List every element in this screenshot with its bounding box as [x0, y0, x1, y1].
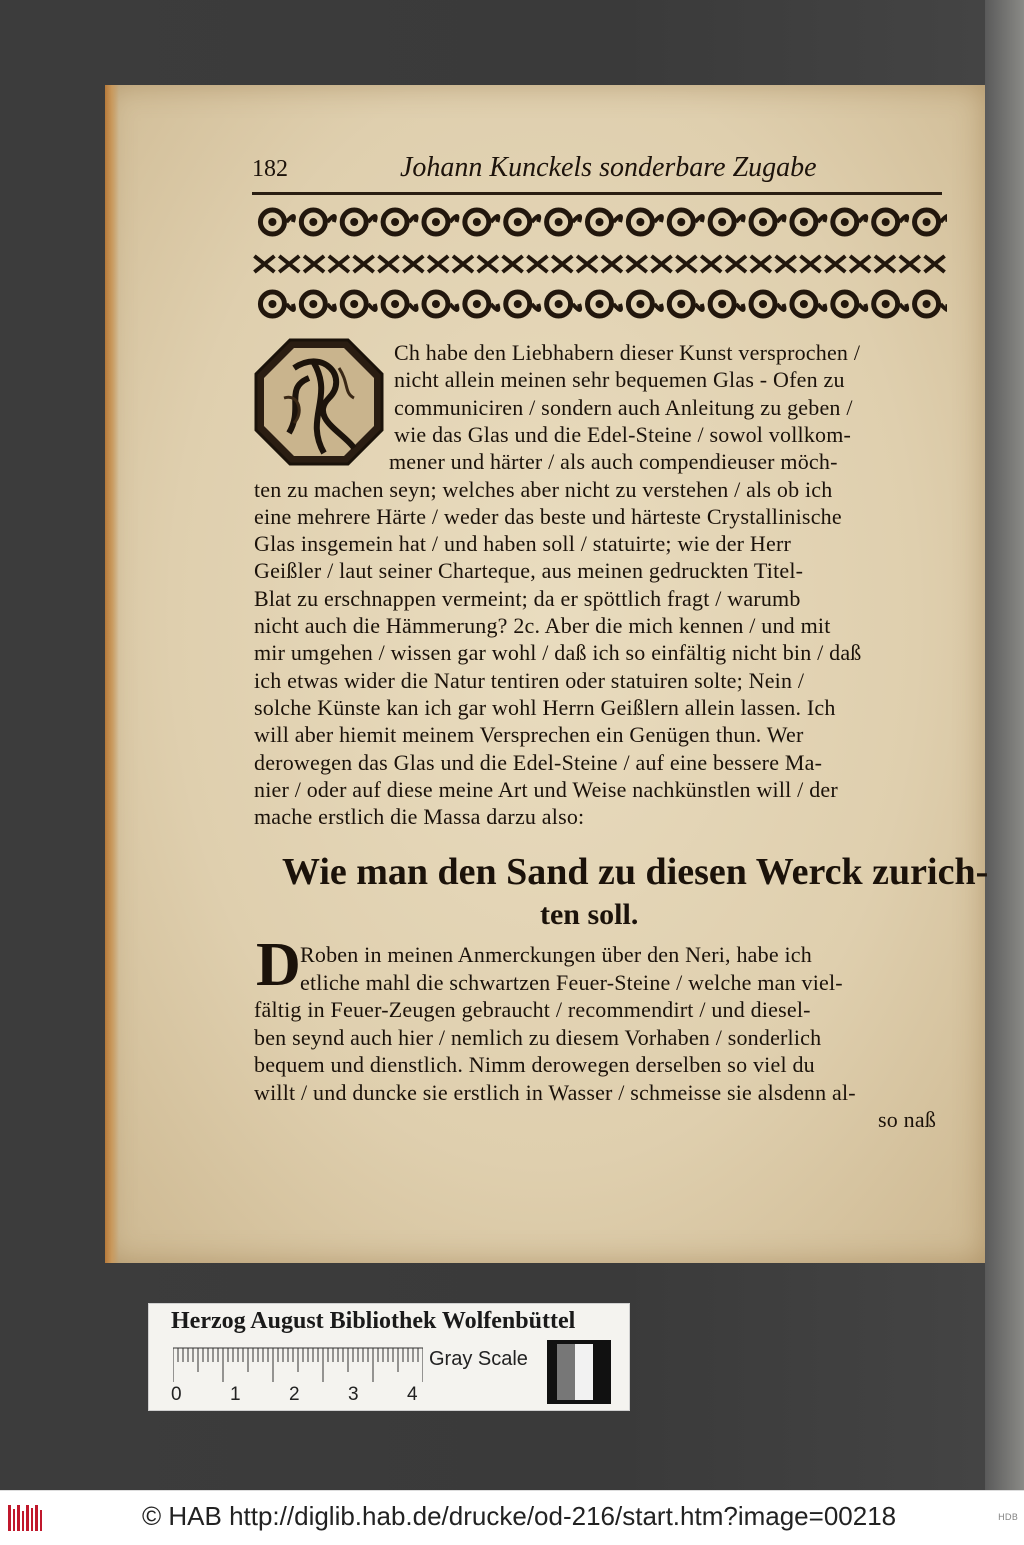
ornament-mark	[875, 256, 895, 272]
ornament-leaf	[409, 304, 416, 310]
ornament-flower-center	[841, 300, 849, 308]
ornament-flower-center	[473, 218, 481, 226]
text-line: nicht allein meinen sehr bequemen Glas - Ofen zu	[394, 367, 845, 393]
ornament-leaf	[409, 216, 416, 222]
ornament-mark	[354, 256, 374, 272]
ornament-flower-center	[882, 300, 890, 308]
text-line: fältig in Feuer-Zeugen gebraucht / recommendirt / und diesel-	[254, 997, 811, 1022]
ornament-leaf	[654, 216, 661, 222]
ornament-mark	[925, 256, 945, 272]
text-line: Ch habe den Liebhabern dieser Kunst versprochen /	[394, 340, 861, 365]
text-line: etliche mahl die schwartzen Feuer-Steine / welche man viel-	[300, 969, 843, 995]
ornament-flower-center	[800, 218, 808, 226]
ornament-flower-center	[350, 218, 358, 226]
text-line: Glas insgemein hat / und haben soll / statuirte; wie der Herr	[254, 531, 792, 557]
ornament-leaf	[900, 304, 907, 310]
ornament-flower-center	[718, 300, 726, 308]
ornament-mark	[254, 256, 274, 272]
ornament-leaf	[859, 304, 866, 310]
ruler-ticks	[173, 1348, 423, 1382]
ornament-mark	[800, 256, 820, 272]
library-name: Herzog August Bibliothek Wolfenbüttel	[171, 1308, 576, 1334]
scale-number-3: 3	[348, 1384, 359, 1405]
text-line: mir umgehen / wissen gar wohl / daß ich so einfältig nicht bin / daß	[254, 640, 862, 666]
text-line: mener und härter / als auch compendieuser möch-	[389, 449, 838, 475]
text-line: will aber hiemit meinem Versprechen ein Genügen thun. Wer	[254, 722, 804, 748]
text-line: ich etwas wider die Natur tentiren oder statuiren solte; Nein /	[254, 667, 805, 693]
ornament-mark	[329, 256, 349, 272]
ornament-mark	[304, 256, 324, 272]
text-line: communiciren / sondern auch Anleitung zu geben /	[394, 394, 853, 420]
ornament-leaf	[859, 216, 866, 222]
next-page-edge	[985, 0, 1024, 1490]
ornament-leaf	[286, 304, 293, 310]
ornament-flower-center	[596, 218, 604, 226]
ornament-mark	[403, 256, 423, 272]
text-line: Geißler / laut seiner Charteque, aus meinen gedruckten Titel-	[254, 558, 804, 584]
ornament-flower-center	[677, 218, 685, 226]
text-line: willt / und duncke sie erstlich in Wasser / schmeisse sie alsdenn al-	[254, 1079, 856, 1105]
ornament-mark	[701, 256, 721, 272]
ornament-flower-center	[759, 218, 767, 226]
ornament-flower-center	[350, 300, 358, 308]
ornament-mark	[453, 256, 473, 272]
ornament-leaf	[941, 216, 947, 222]
ornament-leaf	[736, 304, 743, 310]
ornament-mark	[676, 256, 696, 272]
ornament-mark	[478, 256, 498, 272]
text-line: so naß	[878, 1107, 937, 1132]
text-line: nier / oder auf diese meine Art und Weise nachkünstlen will / der	[254, 776, 838, 802]
ornament-mark	[577, 256, 597, 272]
section-heading-line-2: ten soll.	[540, 898, 639, 931]
ornament-mark	[652, 256, 672, 272]
text-line: eine mehrere Härte / weder das beste und härteste Crystallinische	[254, 503, 842, 529]
ornament-flower-center	[677, 300, 685, 308]
text-line: Roben in meinen Anmerckungen über den Neri, habe ich	[300, 942, 812, 967]
ornament-mark	[503, 256, 523, 272]
ornament-mark	[726, 256, 746, 272]
copyright-url: © HAB http://diglib.hab.de/drucke/od-216/start.htm?image=00218	[142, 1501, 897, 1531]
text-line: mache erstlich die Massa darzu also:	[254, 804, 585, 830]
ornament-flower-center	[718, 218, 726, 226]
ornament-flower-center	[473, 300, 481, 308]
text-line: ben seynd auch hier / nemlich zu diesem Vorhaben / sonderlich	[254, 1024, 822, 1050]
ornament-leaf	[695, 304, 702, 310]
ornament-leaf	[327, 216, 334, 222]
text-line: Blat zu erschnappen vermeint; da er spöttlich fragt / warumb	[254, 585, 801, 611]
ornament-flower-center	[800, 300, 808, 308]
ornamental-border-band	[252, 200, 947, 328]
ornament-leaf	[818, 304, 825, 310]
page-header	[252, 152, 940, 192]
ornament-leaf	[327, 304, 334, 310]
gray-scale-swatch	[547, 1340, 611, 1404]
text-line: nicht auch die Hämmerung? 2c. Aber die mich kennen / und mit	[254, 613, 831, 638]
library-color-card	[148, 1303, 630, 1411]
ornament-leaf	[450, 304, 457, 310]
ornament-mark	[825, 256, 845, 272]
ornament-leaf	[900, 216, 907, 222]
ornament-leaf	[695, 216, 702, 222]
ornament-flower-center	[309, 218, 317, 226]
ornament-flower-center	[432, 218, 440, 226]
section-heading-line-1: Wie man den Sand zu diesen Werck zurich-	[282, 851, 989, 893]
ornament-leaf	[368, 216, 375, 222]
ornament-flower-center	[636, 218, 644, 226]
ornament-flower-center	[923, 300, 931, 308]
footer-mark: HDB	[998, 1513, 1018, 1523]
ornament-leaf	[736, 216, 743, 222]
viewer-footer	[0, 1490, 1024, 1545]
ornament-flower-center	[309, 300, 317, 308]
page-number: 182	[252, 156, 288, 182]
header-rule	[252, 192, 942, 195]
ornament-leaf	[491, 304, 498, 310]
ornament-flower-center	[514, 218, 522, 226]
ornament-leaf	[777, 304, 784, 310]
text-line: derowegen das Glas und die Edel-Steine / auf eine bessere Ma-	[254, 749, 823, 775]
ornament-flower-center	[841, 218, 849, 226]
gray-scale-label: Gray Scale	[429, 1348, 528, 1370]
running-title: Johann Kunckels sonderbare Zugabe	[400, 152, 817, 183]
ornament-flower-center	[596, 300, 604, 308]
ornament-leaf	[450, 216, 457, 222]
ornament-leaf	[818, 216, 825, 222]
text-line: solche Künste kan ich gar wohl Herrn Geißlern allein lassen. Ich	[254, 694, 836, 720]
ornament-leaf	[532, 216, 539, 222]
ornament-mark	[379, 256, 399, 272]
page-spine-edge	[105, 85, 119, 1263]
ornament-flower-center	[514, 300, 522, 308]
ornament-flower-center	[882, 218, 890, 226]
ornament-flower-center	[555, 218, 563, 226]
ornament-leaf	[573, 304, 580, 310]
text-line: bequem und dienstlich. Nimm derowegen derselben so viel du	[254, 1052, 815, 1077]
scale-number-4: 4	[407, 1384, 418, 1405]
ornament-flower-center	[268, 218, 276, 226]
ornament-leaf	[614, 216, 621, 222]
ornament-leaf	[491, 216, 498, 222]
ornament-flower-center	[391, 300, 399, 308]
ornament-mark	[428, 256, 448, 272]
ornament-leaf	[614, 304, 621, 310]
ornament-leaf	[368, 304, 375, 310]
scale-number-2: 2	[289, 1384, 300, 1405]
ornament-mark	[602, 256, 622, 272]
ornament-flower-center	[268, 300, 276, 308]
ornament-flower-center	[555, 300, 563, 308]
ornament-flower-center	[759, 300, 767, 308]
ornament-flower-center	[923, 218, 931, 226]
ornament-flower-center	[636, 300, 644, 308]
ornament-leaf	[286, 216, 293, 222]
ornament-mark	[900, 256, 920, 272]
ornament-leaf	[532, 304, 539, 310]
scale-number-0: 0	[171, 1384, 182, 1405]
hab-barcode-logo-icon	[8, 1503, 44, 1533]
ornament-mark	[627, 256, 647, 272]
text-line: wie das Glas und die Edel-Steine / sowol vollkom-	[394, 421, 852, 447]
scale-number-1: 1	[230, 1384, 241, 1405]
ornament-leaf	[941, 304, 947, 310]
ornament-leaf	[573, 216, 580, 222]
ornament-mark	[552, 256, 572, 272]
ornament-mark	[527, 256, 547, 272]
initial-letter-d: D	[256, 931, 301, 999]
ornament-mark	[279, 256, 299, 272]
text-line: ten zu machen seyn; welches aber nicht zu verstehen / als ob ich	[254, 476, 833, 502]
ornament-flower-center	[391, 218, 399, 226]
ornament-leaf	[654, 304, 661, 310]
decorated-initial-i	[254, 338, 384, 466]
ornament-flower-center	[432, 300, 440, 308]
ruler-scale	[173, 1346, 423, 1386]
ornament-mark	[850, 256, 870, 272]
ornament-leaf	[777, 216, 784, 222]
ornament-mark	[751, 256, 771, 272]
ornament-mark	[776, 256, 796, 272]
